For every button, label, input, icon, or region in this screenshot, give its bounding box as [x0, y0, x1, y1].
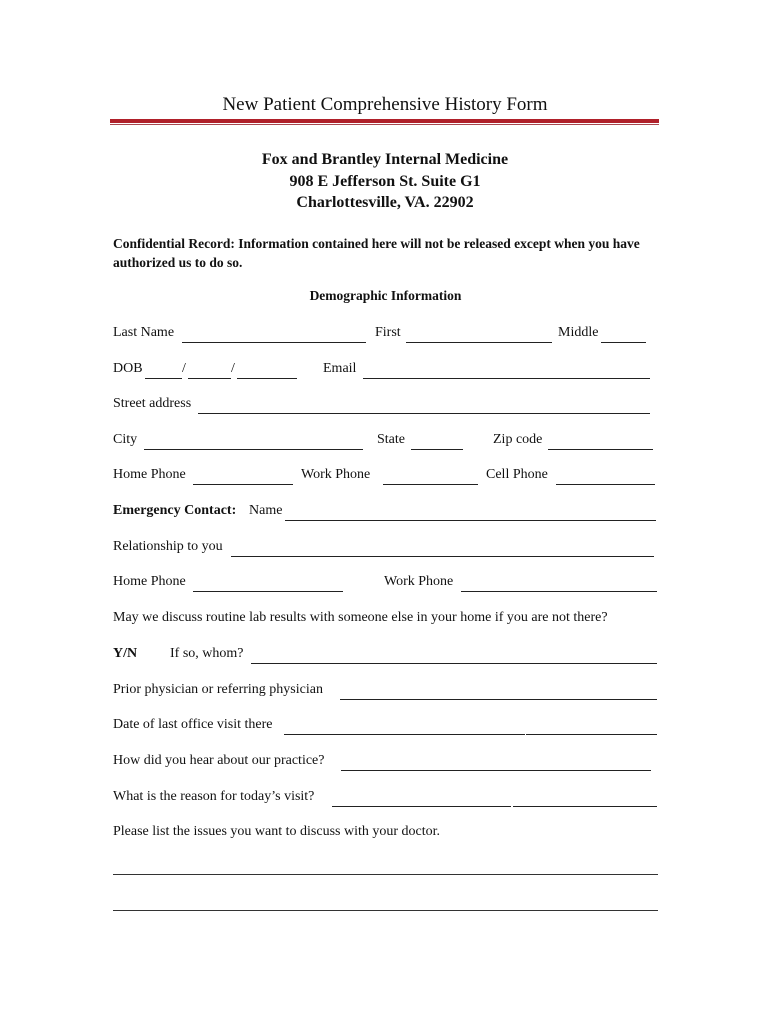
- prior-physician-field[interactable]: [340, 680, 657, 700]
- title-divider: [110, 119, 659, 123]
- cell-phone-label: Cell Phone: [486, 467, 548, 482]
- middle-name-field[interactable]: [601, 323, 646, 343]
- if-so-whom-row: [113, 644, 658, 664]
- email-field[interactable]: [363, 359, 650, 379]
- phones-row: [113, 465, 658, 485]
- issues-line-2[interactable]: [113, 910, 658, 911]
- how-heard-row: [113, 751, 658, 771]
- reason-row: [113, 787, 658, 807]
- street-row: [113, 394, 658, 414]
- clinic-street: 908 E Jefferson St. Suite G1: [289, 172, 481, 190]
- ec-home-phone-label: Home Phone: [113, 574, 186, 589]
- zip-code-label: Zip code: [493, 432, 543, 447]
- reason-label: What is the reason for today’s visit?: [113, 789, 315, 804]
- ec-home-phone-field[interactable]: [193, 572, 343, 592]
- last-visit-field-2[interactable]: [526, 715, 657, 735]
- middle-name-label: Middle: [558, 325, 599, 340]
- first-name-label: First: [375, 325, 401, 340]
- ec-work-phone-field[interactable]: [461, 572, 657, 592]
- issues-row: [113, 822, 658, 842]
- how-heard-label: How did you hear about our practice?: [113, 753, 325, 768]
- issues-line-1[interactable]: [113, 874, 658, 875]
- emergency-contact-label: Emergency Contact:: [113, 503, 237, 518]
- reason-field-2[interactable]: [513, 787, 657, 807]
- lab-results-question: May we discuss routine lab results with someone else in your home if you are not there?: [113, 610, 608, 625]
- work-phone-field[interactable]: [383, 465, 478, 485]
- confidential-notice: Confidential Record: Information contained here will not be released except when you have authorized us to do so.: [113, 236, 640, 270]
- state-label: State: [377, 432, 405, 447]
- emergency-name-field[interactable]: [285, 501, 656, 521]
- dob-separator: /: [231, 361, 235, 376]
- zip-code-field[interactable]: [548, 430, 653, 450]
- clinic-header: [112, 149, 658, 214]
- city-state-zip-row: [113, 430, 658, 450]
- dob-year-field[interactable]: [237, 359, 297, 379]
- city-label: City: [113, 432, 138, 447]
- if-so-whom-label: If so, whom?: [170, 646, 244, 661]
- last-visit-label: Date of last office visit there: [113, 717, 273, 732]
- home-phone-field[interactable]: [193, 465, 293, 485]
- dob-email-row: [113, 359, 658, 379]
- last-visit-row: [113, 715, 658, 735]
- last-name-label: Last Name: [113, 325, 175, 340]
- if-so-whom-field[interactable]: [251, 644, 657, 664]
- relationship-field[interactable]: [231, 537, 654, 557]
- cell-phone-field[interactable]: [556, 465, 655, 485]
- prior-physician-row: [113, 680, 658, 700]
- yn-label[interactable]: Y/N: [113, 646, 138, 661]
- clinic-name: Fox and Brantley Internal Medicine: [261, 151, 509, 168]
- relationship-label: Relationship to you: [113, 539, 223, 554]
- street-address-label: Street address: [113, 396, 192, 411]
- home-phone-label: Home Phone: [113, 467, 186, 482]
- street-address-field[interactable]: [198, 394, 650, 414]
- city-field[interactable]: [144, 430, 363, 450]
- work-phone-label: Work Phone: [301, 467, 371, 482]
- how-heard-field[interactable]: [341, 751, 651, 771]
- state-field[interactable]: [411, 430, 463, 450]
- title-divider-thin: [110, 124, 659, 125]
- first-name-field[interactable]: [406, 323, 552, 343]
- last-visit-field-1[interactable]: [284, 715, 525, 735]
- issues-label: Please list the issues you want to discuss with your doctor.: [113, 824, 441, 839]
- reason-field-1[interactable]: [332, 787, 511, 807]
- emergency-name-label: Name: [249, 503, 283, 518]
- lab-results-row: [113, 608, 658, 628]
- emergency-contact-row: [113, 501, 658, 521]
- emergency-phones-row: [113, 572, 658, 592]
- name-row: [113, 323, 658, 343]
- form-title: New Patient Comprehensive History Form: [222, 94, 548, 115]
- clinic-city-state-zip: Charlottesville, VA. 22902: [296, 194, 474, 211]
- ec-work-phone-label: Work Phone: [384, 574, 454, 589]
- dob-label: DOB: [113, 361, 143, 376]
- dob-separator: /: [182, 361, 186, 376]
- dob-month-field[interactable]: [145, 359, 182, 379]
- dob-day-field[interactable]: [188, 359, 231, 379]
- email-label: Email: [323, 361, 357, 376]
- last-name-field[interactable]: [182, 323, 366, 343]
- relationship-row: [113, 537, 658, 557]
- section-title-demographic: Demographic Information: [309, 288, 462, 303]
- prior-physician-label: Prior physician or referring physician: [113, 682, 323, 697]
